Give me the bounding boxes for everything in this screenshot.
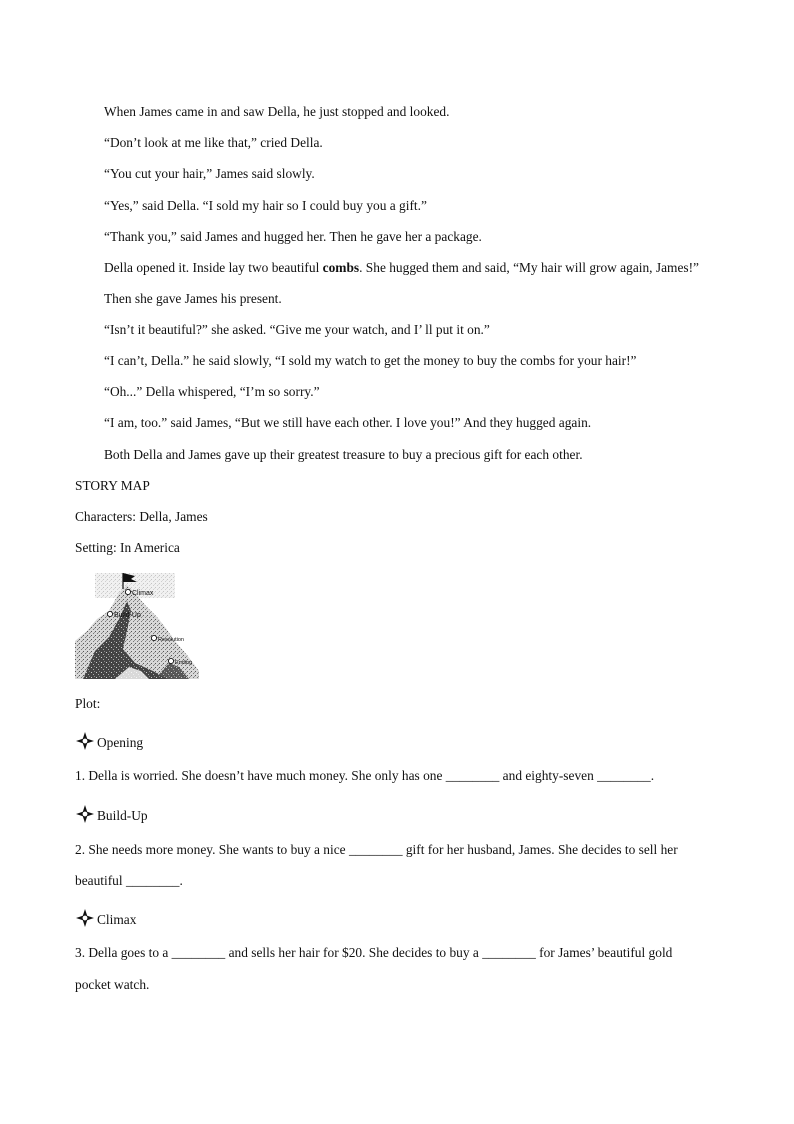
build-up-heading-text: Build-Up (97, 808, 148, 823)
story-paragraph-1: When James came in and saw Della, he just stopped and looked. (104, 104, 450, 119)
climax-heading-text: Climax (97, 912, 137, 927)
story-paragraph-7: Then she gave James his present. (104, 291, 282, 306)
story-paragraph-6 (104, 259, 764, 277)
story-paragraph-6-start: Della opened it. Inside lay two beautiful (104, 260, 323, 275)
plot-climax-heading (75, 911, 735, 929)
build-up-label: Build-Up (114, 612, 141, 619)
plot-opening-line-1: 1. Della is worried. She doesn’t have much money. She only has one ________ and eighty-seven ________. (75, 768, 655, 783)
opening-heading-text: Opening (97, 735, 144, 750)
ending-label: Ending (175, 660, 193, 666)
plot-opening-heading (75, 734, 735, 752)
story-paragraph-10: “Oh...” Della whispered, “I’m so sorry.” (104, 384, 320, 399)
setting-line: Setting: In America (75, 540, 180, 555)
climax-label: Climax (132, 590, 154, 597)
four-point-star-icon (75, 804, 95, 824)
story-mountain-image (75, 571, 200, 680)
four-point-star-icon (75, 731, 95, 751)
four-point-star-icon (75, 908, 95, 928)
story-paragraph-4: “Yes,” said Della. “I sold my hair so I could buy you a gift.” (104, 198, 427, 213)
story-paragraph-11: “I am, too.” said James, “But we still have each other. I love you!” And they hugged again. (104, 415, 592, 430)
story-paragraph-6-end: . She hugged them and said, “My hair will grow again, James!” (359, 260, 700, 275)
story-paragraph-9: “I can’t, Della.” he said slowly, “I sold my watch to get the money to buy the combs for your hair!” (104, 353, 637, 368)
resolution-label: Resolution (158, 637, 184, 643)
plot-climax-line-2: pocket watch. (75, 977, 150, 992)
characters-line: Characters: Della, James (75, 509, 208, 524)
plot-label: Plot: (75, 696, 101, 711)
story-paragraph-8: “Isn’t it beautiful?” she asked. “Give me your watch, and I’ ll put it on.” (104, 322, 490, 337)
story-map-title: STORY MAP (75, 478, 150, 493)
plot-climax-line-1: 3. Della goes to a ________ and sells her hair for $20. She decides to buy a ________ for James’ beautiful gold (75, 945, 673, 960)
combs-bold-word: combs (322, 260, 360, 275)
story-paragraph-12: Both Della and James gave up their greatest treasure to buy a precious gift for each other. (104, 447, 583, 462)
story-paragraph-3: “You cut your hair,” James said slowly. (104, 166, 315, 181)
plot-build-up-line-2: beautiful ________. (75, 873, 183, 888)
story-paragraph-5: “Thank you,” said James and hugged her. Then he gave her a package. (104, 229, 482, 244)
plot-build-up-line-1: 2. She needs more money. She wants to buy a nice ________ gift for her husband, James. She decides to sell her (75, 842, 678, 857)
plot-build-up-heading (75, 807, 735, 825)
story-paragraph-2: “Don’t look at me like that,” cried Della. (104, 135, 323, 150)
